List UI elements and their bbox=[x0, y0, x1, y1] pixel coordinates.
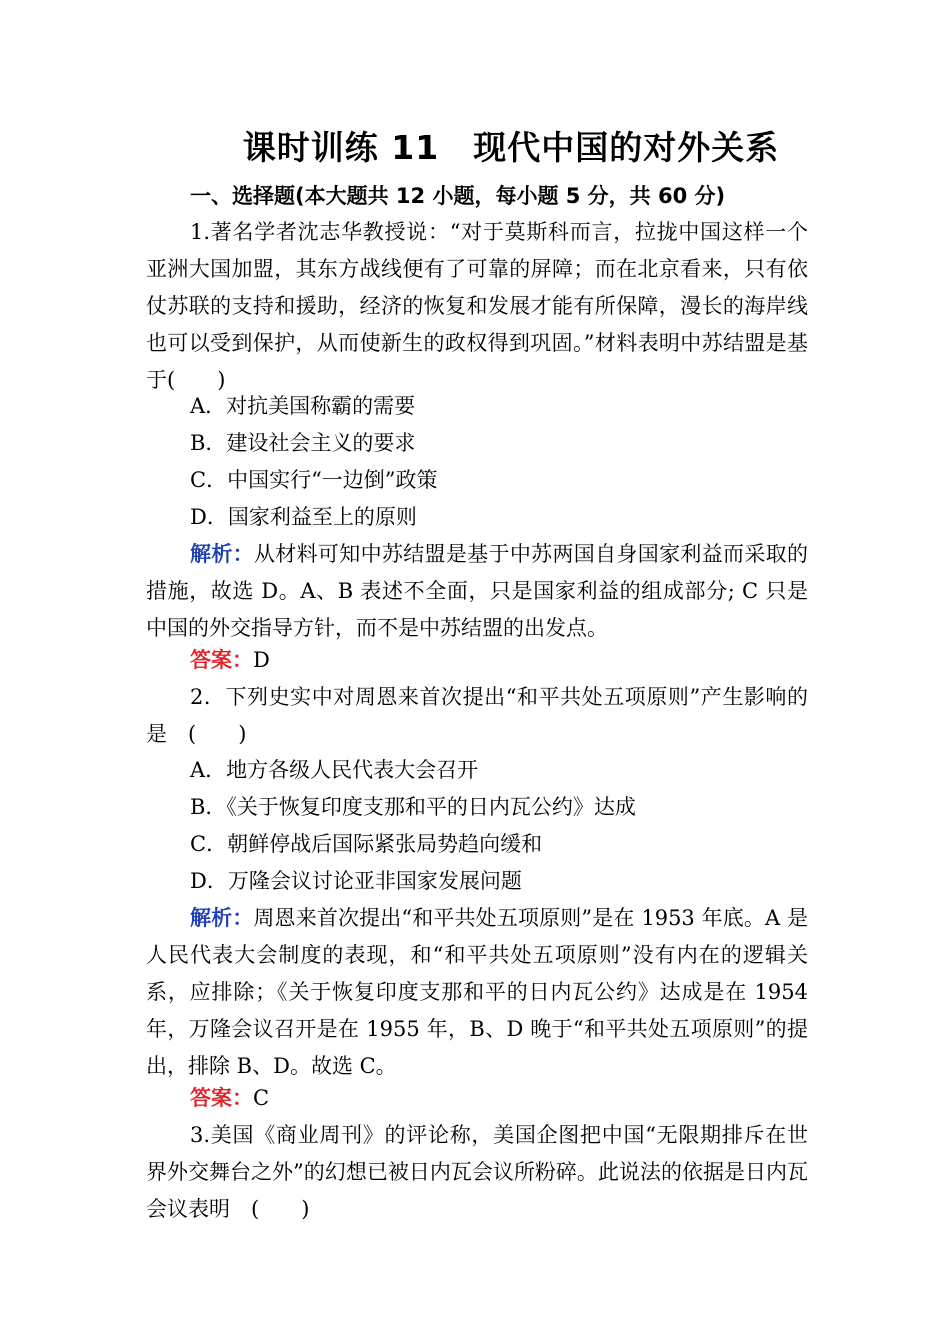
answer-value: D bbox=[253, 648, 270, 672]
analysis-label: 解析： bbox=[190, 542, 254, 566]
question-2-answer bbox=[190, 1080, 269, 1117]
analysis-text: 从材料可知中苏结盟是基于中苏两国自身国家利益而采取的措施，故选 D。A、B 表述不全面，只是国家利益的组成部分; C 只是中国的外交指导方针，而不是中苏结盟的出发点。 bbox=[146, 542, 809, 640]
answer-label: 答案： bbox=[190, 1086, 253, 1110]
question-2-option-a: A．地方各级人民代表大会召开 bbox=[190, 758, 479, 782]
section-heading: 一、选择题(本大题共 12 小题，每小题 5 分，共 60 分) bbox=[190, 184, 726, 208]
question-1-analysis bbox=[146, 536, 808, 647]
question-1-answer bbox=[190, 642, 270, 679]
question-2-option-d: D．万隆会议讨论亚非国家发展问题 bbox=[190, 869, 522, 893]
question-1-option-d: D．国家利益至上的原则 bbox=[190, 505, 417, 529]
page-title: 课时训练 11 现代中国的对外关系 bbox=[242, 128, 780, 167]
analysis-label: 解析： bbox=[190, 906, 254, 930]
question-1-option-c: C．中国实行“一边倒”政策 bbox=[190, 468, 438, 492]
question-2-option-b: B．《关于恢复印度支那和平的日内瓦公约》达成 bbox=[190, 795, 636, 819]
analysis-text: 周恩来首次提出“和平共处五项原则”是在 1953 年底。A 是人民代表大会制度的表现，和“和平共处五项原则”没有内在的逻辑关系，应排除；《关于恢复印度支那和平的日内瓦公约》达成是在 1954 年，万隆会议召开是在 1955 年，B、D 晚于“和平共处五项原则”的提出，排除 B、D。故选 C。 bbox=[146, 906, 809, 1078]
question-1-option-b: B．建设社会主义的要求 bbox=[190, 431, 416, 455]
question-1-option-a: A．对抗美国称霸的需要 bbox=[190, 394, 416, 418]
question-1-stem: 1.著名学者沈志华教授说：“对于莫斯科而言，拉拢中国这样一个亚洲大国加盟，其东方战线便有了可靠的屏障；而在北京看来，只有依仗苏联的支持和援助，经济的恢复和发展才能有所保障，漫长的海岸线也可以受到保护，从而使新生的政权得到巩固。”材料表明中苏结盟是基于( ) bbox=[146, 220, 808, 392]
question-2-stem: 2．下列史实中对周恩来首次提出“和平共处五项原则”产生影响的是 ( ) bbox=[146, 685, 808, 746]
answer-label: 答案： bbox=[190, 648, 253, 672]
question-2-option-c: C．朝鲜停战后国际紧张局势趋向缓和 bbox=[190, 832, 543, 856]
question-3-stem: 3.美国《商业周刊》的评论称，美国企图把中国“无限期排斥在世界外交舞台之外”的幻想已被日内瓦会议所粉碎。此说法的依据是日内瓦会议表明 ( ) bbox=[146, 1123, 808, 1221]
question-2-analysis bbox=[146, 900, 808, 1085]
answer-value: C bbox=[253, 1086, 270, 1110]
